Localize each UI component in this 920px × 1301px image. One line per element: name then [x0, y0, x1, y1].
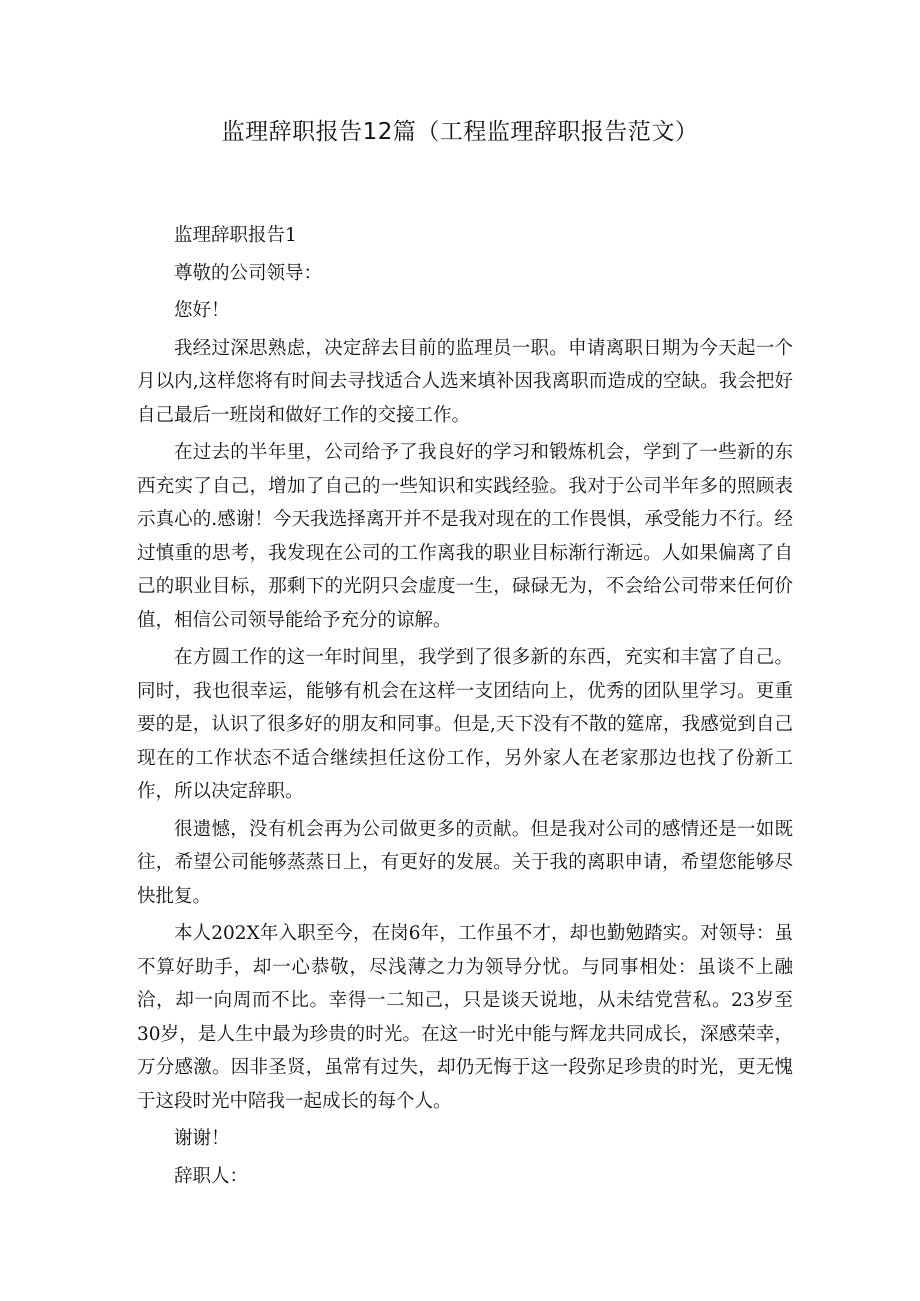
- greeting: 您好！: [174, 300, 230, 321]
- salutation: 尊敬的公司领导：: [174, 262, 323, 284]
- paragraph-4: 很遗憾，没有机会再为公司做更多的贡献。但是我对公司的感情还是一如既往，希望公司能够蒸蒸日上，有更好的发展。关于我的离职申请，希望您能够尽快批复。: [137, 818, 793, 907]
- signature-label: 辞职人：: [174, 1165, 249, 1187]
- paragraph-5: 本人202X年入职至今，在岗6年，工作虽不才，却也勤勉踏实。对领导：虽不算好助手，却一心恭敬，尽浅薄之力为领导分忧。与同事相处：虽谈不上融洽，却一向周而不比。幸得一二知己，只是谈天说地，从未结党营私。23岁至30岁，是人生中最为珍贵的时光。在这一时光中能与辉龙共同成长，深感荣幸，万分感激。因非圣贤，虽常有过失，却仍无悔于这一段弥足珍贵的时光，更无愧于这段时光中陪我一起成长的每个人。: [137, 923, 793, 1112]
- document-title: 监理辞职报告12篇（工程监理辞职报告范文）: [221, 119, 699, 145]
- thanks-line: 谢谢！: [174, 1128, 230, 1149]
- paragraph-3: 在方圆工作的这一年时间里，我学到了很多新的东西，充实和丰富了自己。同时，我也很幸运，能够有机会在这样一支团结向上，优秀的团队里学习。更重要的是，认识了很多好的朋友和同事。但是,天下没有不散的筵席，我感觉到自己现在的工作状态不适合继续担任这份工作，另外家人在老家那边也找了份新工作，所以决定辞职。: [137, 647, 793, 802]
- paragraph-1: 我经过深思熟虑，决定辞去目前的监理员一职。申请离职日期为今天起一个月以内,这样您将有时间去寻找适合人选来填补因我离职而造成的空缺。我会把好自己最后一班岗和做好工作的交接工作。: [137, 337, 793, 426]
- section-heading: 监理辞职报告1: [174, 225, 297, 246]
- paragraph-2: 在过去的半年里，公司给予了我良好的学习和锻炼机会，学到了一些新的东西充实了自己，增加了自己的一些知识和实践经验。我对于公司半年多的照顾表示真心的.感谢！今天我选择离开并不是我对现在的工作畏惧，承受能力不行。经过慎重的思考，我发现在公司的工作离我的职业目标渐行渐远。人如果偏离了自己的职业目标，那剩下的光阴只会虚度一生，碌碌无为，不会给公司带来任何价值，相信公司领导能给予充分的谅解。: [137, 442, 793, 631]
- document-body: [137, 219, 793, 1197]
